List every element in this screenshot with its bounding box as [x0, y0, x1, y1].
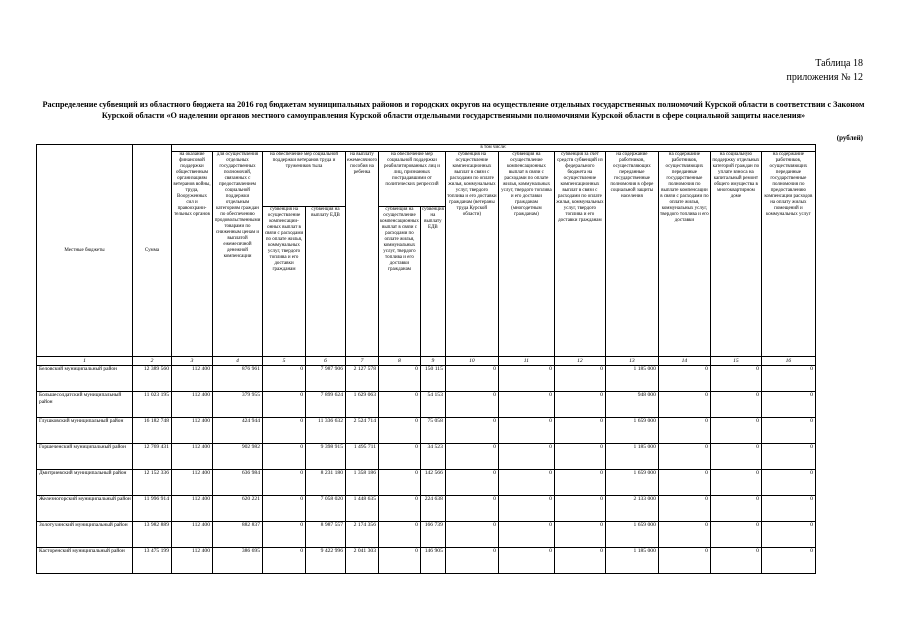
col-header-5-6-group: на обеспечение мер социальной поддержки ветеранов труда и тружеников тыла — [263, 152, 346, 207]
cell-value: 0 — [445, 470, 498, 496]
cell-value: 0 — [263, 392, 306, 418]
cell-value: 0 — [445, 418, 498, 444]
cell-value: 0 — [761, 366, 815, 392]
cell-value: 11 336 632 — [306, 418, 346, 444]
cell-value: 1 358 186 — [346, 470, 379, 496]
cell-value: 0 — [710, 392, 761, 418]
cell-value: 0 — [710, 548, 761, 574]
col-header-3: на оказание финансовой поддержки общественным организациям ветеранов войны, труда, Вооруженных сил и правоохрани-тельных органов — [172, 152, 213, 357]
cell-value: 0 — [554, 444, 605, 470]
cell-value: 8 987 557 — [306, 522, 346, 548]
cell-value: 224 638 — [420, 496, 445, 522]
cell-value: 54 153 — [420, 392, 445, 418]
column-number: 6 — [306, 357, 346, 366]
column-number: 12 — [554, 357, 605, 366]
table-row — [37, 444, 816, 470]
cell-value: 7 987 906 — [306, 366, 346, 392]
cell-value: 0 — [554, 366, 605, 392]
cell-value: 9 422 996 — [306, 548, 346, 574]
cell-value: 1 629 063 — [346, 392, 379, 418]
row-budget-name: Горшеченский муниципальный район — [37, 444, 133, 470]
cell-value: 0 — [658, 392, 710, 418]
cell-value: 0 — [445, 366, 498, 392]
cell-value: 2 127 578 — [346, 366, 379, 392]
cell-value: 1 659 000 — [605, 470, 658, 496]
cell-value: 0 — [658, 548, 710, 574]
table-row — [37, 418, 816, 444]
cell-value: 0 — [498, 522, 554, 548]
column-number: 10 — [445, 357, 498, 366]
col-header-15: на социальную поддержку отдельных категорий граждан по уплате взноса на капитальный ремонт общего имущества в многоквартирном доме — [710, 152, 761, 357]
table-reference — [786, 57, 863, 85]
cell-value: 0 — [761, 496, 815, 522]
cell-value: 0 — [658, 496, 710, 522]
col-header-11: субвенция на осуществление компенсационных выплат в связи с расходами по оплате жилья, коммунальных услуг, твердого топлива и его доставки гражданам (многодетным гражданам) — [498, 152, 554, 357]
cell-value: 636 984 — [213, 470, 263, 496]
cell-value: 386 695 — [213, 548, 263, 574]
cell-value: 0 — [445, 444, 498, 470]
table-row — [37, 522, 816, 548]
cell-value: 948 000 — [605, 392, 658, 418]
cell-value: 142 566 — [420, 470, 445, 496]
col-header-including: в том числе: — [172, 145, 816, 152]
cell-value: 0 — [498, 366, 554, 392]
table-row — [37, 366, 816, 392]
cell-value: 0 — [761, 392, 815, 418]
document-title: Распределение субвенций из областного бюджета на 2016 год бюджетам муниципальных районов и городских округов на осуществление отдельных государственных полномочий Курской области в соответствии с Законом Курской области «О наделении органов местного самоуправления Курской области отдельными государственными полномочиями Курской области в сфере социальной защиты населения» — [42, 100, 865, 120]
cell-value: 11 996 914 — [133, 496, 172, 522]
cell-value: 0 — [554, 392, 605, 418]
cell-value: 0 — [761, 548, 815, 574]
table-row — [37, 470, 816, 496]
col-header-5: субвенция на осуществление компенсации-онных выплат в связи с расходами по оплате жилья, коммунальных услуг, твердого топлива и его доставки гражданам — [263, 207, 306, 357]
cell-value: 1 185 000 — [605, 444, 658, 470]
cell-value: 8 231 180 — [306, 470, 346, 496]
subsidy-table — [36, 144, 816, 574]
cell-value: 0 — [263, 418, 306, 444]
cell-value: 0 — [761, 418, 815, 444]
column-number: 15 — [710, 357, 761, 366]
col-header-12: субвенция за счет средств субвенций из федерального бюджета на осуществление компенсационных выплат в связи с расходами по оплате жилья, коммунальных услуг, твердого топлива и его доставки гражданам — [554, 152, 605, 357]
column-number: 4 — [213, 357, 263, 366]
cell-value: 112 400 — [172, 418, 213, 444]
cell-value: 0 — [554, 548, 605, 574]
cell-value: 0 — [658, 470, 710, 496]
cell-value: 2 133 000 — [605, 496, 658, 522]
cell-value: 0 — [498, 496, 554, 522]
col-header-13: на содержание работников, осуществляющих переданные государственные полномочия в сфере социальной защиты населения — [605, 152, 658, 357]
cell-value: 1 185 000 — [605, 366, 658, 392]
cell-value: 0 — [379, 522, 421, 548]
cell-value: 1 659 000 — [605, 418, 658, 444]
column-number: 7 — [346, 357, 379, 366]
cell-value: 0 — [379, 548, 421, 574]
col-header-7: на выплату ежемесячного пособия на ребенка — [346, 152, 379, 357]
column-number: 1 — [37, 357, 133, 366]
cell-value: 34 523 — [420, 444, 445, 470]
row-budget-name: Железногорский муниципальный район — [37, 496, 133, 522]
col-header-4: для осуществления отдельных государственных полномочий, связанных с предоставлением социальной поддержки отдельным категориям граждан по обеспечению продовольственными товарами по сниженным ценам и выплатой ежемесячной денежной компенсации — [213, 152, 263, 357]
cell-value: 9 398 915 — [306, 444, 346, 470]
cell-value: 112 400 — [172, 444, 213, 470]
cell-value: 902 982 — [213, 444, 263, 470]
row-budget-name: Беловский муниципальный район — [37, 366, 133, 392]
col-header-8: субвенция на осуществление компенсационных выплат в связи с расходами по оплате жилья, коммунальных услуг, твердого топлива и его доставки гражданам — [379, 207, 421, 357]
column-number: 3 — [172, 357, 213, 366]
col-header-6: субвенция на выплату ЕДВ — [306, 207, 346, 357]
cell-value: 2 524 714 — [346, 418, 379, 444]
cell-value: 1 659 000 — [605, 522, 658, 548]
cell-value: 112 400 — [172, 496, 213, 522]
cell-value: 13 475 199 — [133, 548, 172, 574]
cell-value: 0 — [761, 470, 815, 496]
cell-value: 0 — [498, 392, 554, 418]
cell-value: 0 — [710, 470, 761, 496]
cell-value: 0 — [554, 496, 605, 522]
cell-value: 75 058 — [420, 418, 445, 444]
appendix-number: приложения № 12 — [786, 72, 863, 83]
col-header-9: субвенция на выплату ЕДВ — [420, 207, 445, 357]
cell-value: 0 — [379, 496, 421, 522]
cell-value: 0 — [263, 548, 306, 574]
cell-value: 0 — [379, 470, 421, 496]
cell-value: 0 — [658, 418, 710, 444]
cell-value: 0 — [554, 470, 605, 496]
column-number: 11 — [498, 357, 554, 366]
cell-value: 0 — [379, 366, 421, 392]
cell-value: 0 — [263, 470, 306, 496]
row-budget-name: Глушковский муниципальный район — [37, 418, 133, 444]
cell-value: 2 041 303 — [346, 548, 379, 574]
table-row — [37, 548, 816, 574]
cell-value: 0 — [658, 522, 710, 548]
cell-value: 0 — [445, 548, 498, 574]
cell-value: 0 — [445, 496, 498, 522]
cell-value: 11 023 195 — [133, 392, 172, 418]
col-header-16: на содержание работников, осуществляющих переданные государственные полномочия по предоставлению компенсации расходов на оплату жилых помещений и коммунальных услуг — [761, 152, 815, 357]
cell-value: 876 961 — [213, 366, 263, 392]
cell-value: 13 982 889 — [133, 522, 172, 548]
col-header-10: субвенция на осуществление компенсационных выплат в связи с расходами по оплате жилья, коммунальных услуг, твердого топлива и его доставки гражданам (ветераны труда Курской области) — [445, 152, 498, 357]
cell-value: 0 — [445, 392, 498, 418]
cell-value: 146 905 — [420, 548, 445, 574]
cell-value: 0 — [554, 522, 605, 548]
column-number-row — [37, 357, 816, 366]
row-budget-name: Золотухинский муниципальный район — [37, 522, 133, 548]
cell-value: 0 — [710, 418, 761, 444]
table-body — [37, 366, 816, 574]
cell-value: 882 837 — [213, 522, 263, 548]
column-number: 14 — [658, 357, 710, 366]
cell-value: 166 739 — [420, 522, 445, 548]
cell-value: 1 495 711 — [346, 444, 379, 470]
table-row — [37, 496, 816, 522]
column-number: 9 — [420, 357, 445, 366]
cell-value: 0 — [658, 366, 710, 392]
cell-value: 150 115 — [420, 366, 445, 392]
cell-value: 7 058 020 — [306, 496, 346, 522]
cell-value: 0 — [263, 366, 306, 392]
column-number: 13 — [605, 357, 658, 366]
cell-value: 0 — [554, 418, 605, 444]
cell-value: 0 — [263, 496, 306, 522]
cell-value: 0 — [263, 522, 306, 548]
col-header-budgets: Местные бюджеты — [37, 145, 133, 357]
cell-value: 7 899 624 — [306, 392, 346, 418]
cell-value: 0 — [761, 444, 815, 470]
cell-value: 0 — [761, 522, 815, 548]
cell-value: 0 — [658, 444, 710, 470]
column-number: 16 — [761, 357, 815, 366]
table-row — [37, 392, 816, 418]
column-number: 2 — [133, 357, 172, 366]
col-header-8-9-group: на обеспечение мер социальной поддержки реабилитированных лиц и лиц, признанных пострадавшими от политических репрессий — [379, 152, 446, 207]
cell-value: 0 — [710, 444, 761, 470]
cell-value: 112 400 — [172, 392, 213, 418]
col-header-14: на содержание работников, осуществляющих переданные государственные полномочия по выплате компенсации в связи с расходами по оплате жилья, коммунальных услуг, твердого топлива и его доставки — [658, 152, 710, 357]
cell-value: 1 448 635 — [346, 496, 379, 522]
units-label: (рублей) — [836, 134, 863, 142]
cell-value: 12 769 431 — [133, 444, 172, 470]
cell-value: 0 — [263, 444, 306, 470]
cell-value: 620 221 — [213, 496, 263, 522]
cell-value: 0 — [710, 496, 761, 522]
table-number: Таблица 18 — [815, 58, 863, 69]
cell-value: 112 400 — [172, 522, 213, 548]
col-header-sum: Сумма — [133, 145, 172, 357]
cell-value: 0 — [498, 418, 554, 444]
cell-value: 0 — [379, 392, 421, 418]
cell-value: 112 400 — [172, 366, 213, 392]
row-budget-name: Дмитриевский муниципальный район — [37, 470, 133, 496]
cell-value: 112 400 — [172, 470, 213, 496]
cell-value: 112 400 — [172, 548, 213, 574]
cell-value: 0 — [379, 444, 421, 470]
cell-value: 0 — [710, 366, 761, 392]
column-number: 5 — [263, 357, 306, 366]
cell-value: 0 — [498, 444, 554, 470]
cell-value: 1 185 000 — [605, 548, 658, 574]
cell-value: 0 — [498, 470, 554, 496]
cell-value: 2 174 356 — [346, 522, 379, 548]
cell-value: 16 182 748 — [133, 418, 172, 444]
cell-value: 0 — [710, 522, 761, 548]
cell-value: 0 — [445, 522, 498, 548]
row-budget-name: Большесолдатский муниципальный район — [37, 392, 133, 418]
cell-value: 12 389 560 — [133, 366, 172, 392]
cell-value: 12 152 336 — [133, 470, 172, 496]
cell-value: 0 — [379, 418, 421, 444]
cell-value: 379 955 — [213, 392, 263, 418]
cell-value: 0 — [498, 548, 554, 574]
cell-value: 424 944 — [213, 418, 263, 444]
row-budget-name: Касторенский муниципальный район — [37, 548, 133, 574]
column-number: 8 — [379, 357, 421, 366]
